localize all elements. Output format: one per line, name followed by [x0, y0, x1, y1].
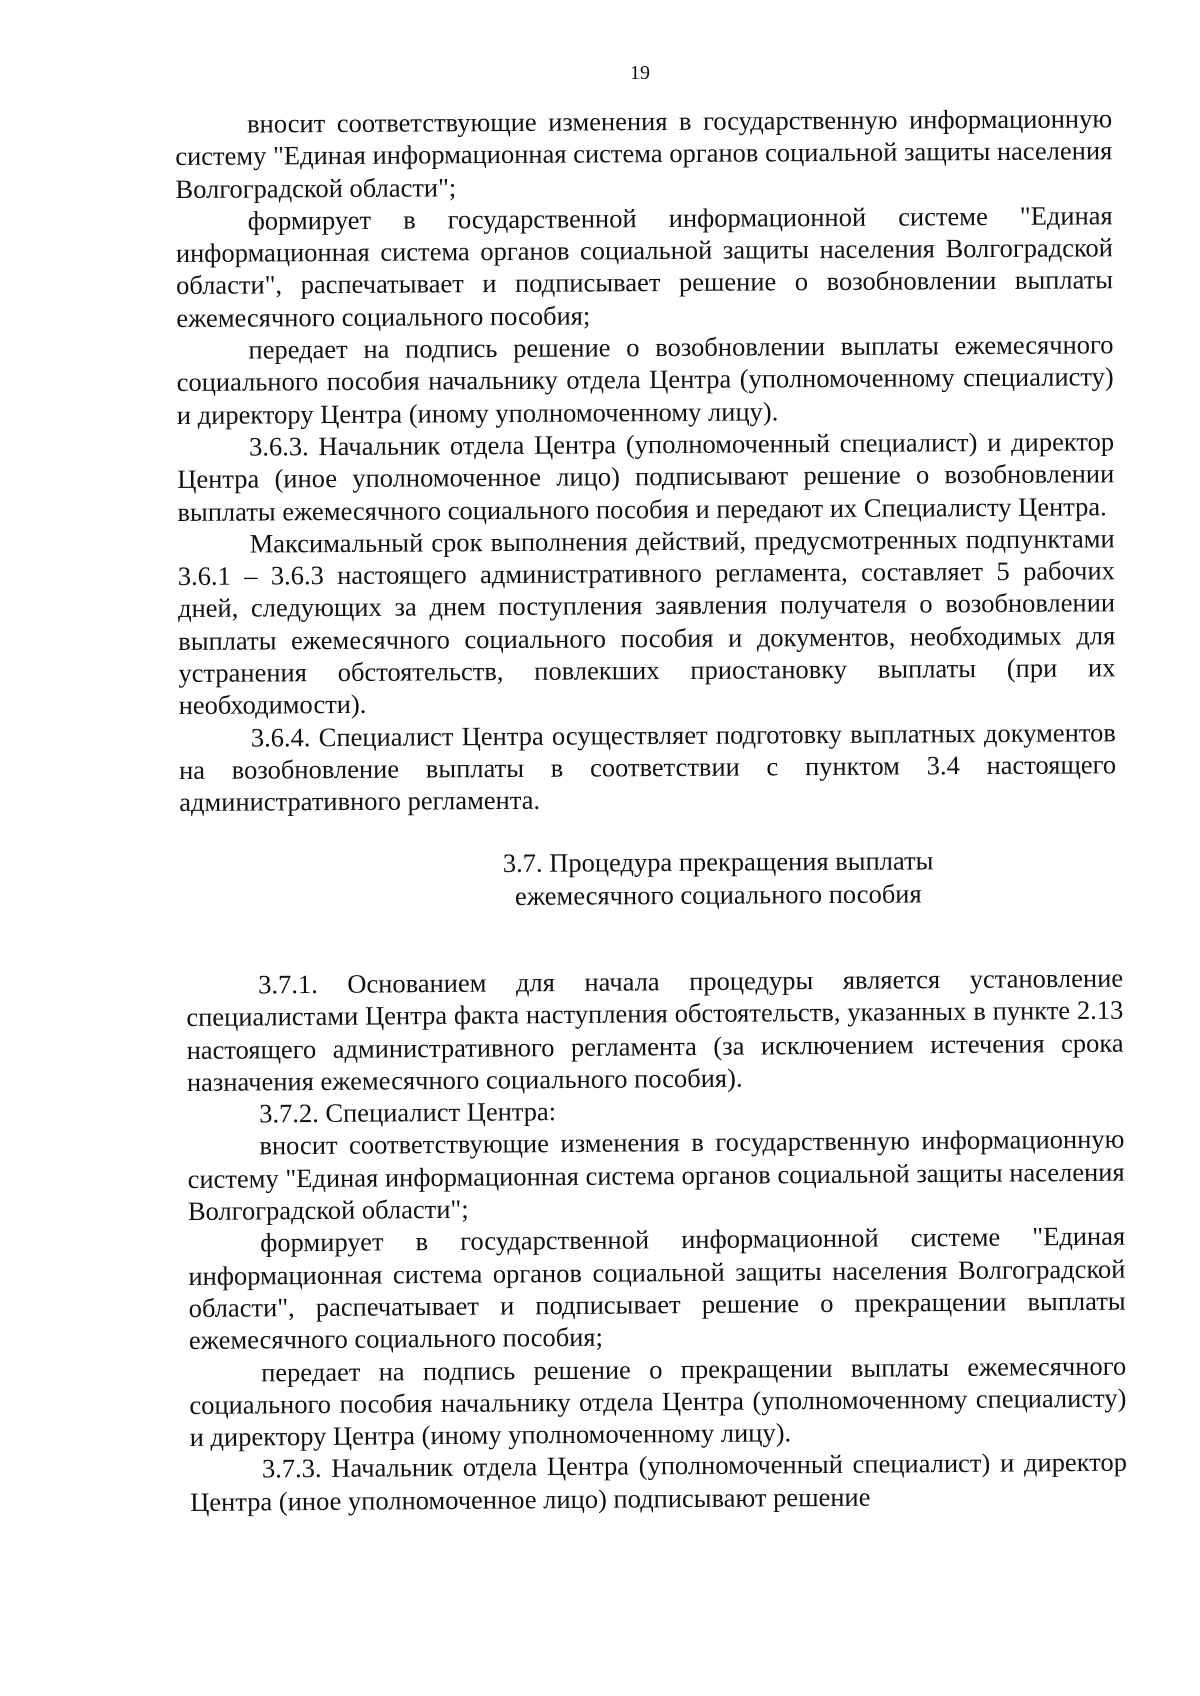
section-heading-3-7 [180, 843, 1117, 915]
paragraph-formiruet-2: формирует в государственной информационной системе "Единая информационная система органов социальной защиты населения Волгоградской области", распечатывает и подписывает решение о прекращении выплаты ежемесячного социального пособия; [188, 1221, 1126, 1356]
text-block-bottom [186, 962, 1127, 1518]
paragraph-3-7-2: 3.7.2. Специалист Центра: [259, 1096, 557, 1129]
section-heading-line1: 3.7. Процедура прекращения выплаты [502, 844, 934, 878]
paragraph-3-7-3: 3.7.3. Начальник отдела Центра (уполномоченный специалист) и директор Центра (иное уполномоченное лицо) подписывают решение [190, 1447, 1128, 1517]
page-number: 19 [630, 62, 650, 84]
paragraph-max-srok: Максимальный срок выполнения действий, предусмотренных подпунктами 3.6.1 – 3.6.3 настоящего административного регламента, составляет 5 рабочих дней, следующих за днем поступления заявления получателя о возобновлении выплаты ежемесячного социального пособия и документов, необходимых для устранения обстоятельств, повлекших приостановку выплаты (при их необходимости). [177, 523, 1116, 721]
paragraph-peredaet-1: передает на подпись решение о возобновлении выплаты ежемесячного социального пособия начальнику отдела Центра (уполномоченному специалисту) и директору Центра (иному уполномоченному лицу). [176, 329, 1114, 430]
paragraph-peredaet-2: передает на подпись решение о прекращении выплаты ежемесячного социального пособия начальнику отдела Центра (уполномоченному специалисту) и директору Центра (иному уполномоченному лицу). [189, 1350, 1127, 1453]
text-block-top [175, 102, 1117, 954]
paragraph-3-6-4: 3.6.4. Специалист Центра осуществляет подготовку выплатных документов на возобновление выплаты в соответствии с пунктом 3.4 настоящего административного регламента. [178, 716, 1117, 818]
paragraph-3-7-1: 3.7.1. Основанием для начала процедуры является установление специалистами Центра факта наступления обстоятельств, указанных в пункте 2.13 настоящего административного регламента (за исключением истечения срока назначения ежемесячного социального пособия). [186, 962, 1124, 1097]
paragraph-formiruet-1: формирует в государственной информационной системе "Единая информационная система органов социальной защиты населения Волгоградской области", распечатывает и подписывает решение о возобновлении выплаты ежемесячного социального пособия; [175, 200, 1114, 333]
paragraph-vnosit-1: вносит соответствующие изменения в государственную информационную систему "Единая информационная система органов социальной защиты населения Волгоградской области"; [175, 103, 1113, 204]
paragraph-vnosit-2: вносит соответствующие изменения в государственную информационную систему "Единая информационная система органов социальной защиты населения Волгоградской области"; [187, 1124, 1125, 1227]
section-heading-line2: ежемесячного социального пособия [514, 877, 922, 911]
paragraph-3-6-3: 3.6.3. Начальник отдела Центра (уполномоченный специалист) и директор Центра (иное уполномоченное лицо) подписывают решение о возобновлении выплаты ежемесячного социального пособия и передают их Специалисту Центра. [177, 426, 1115, 527]
